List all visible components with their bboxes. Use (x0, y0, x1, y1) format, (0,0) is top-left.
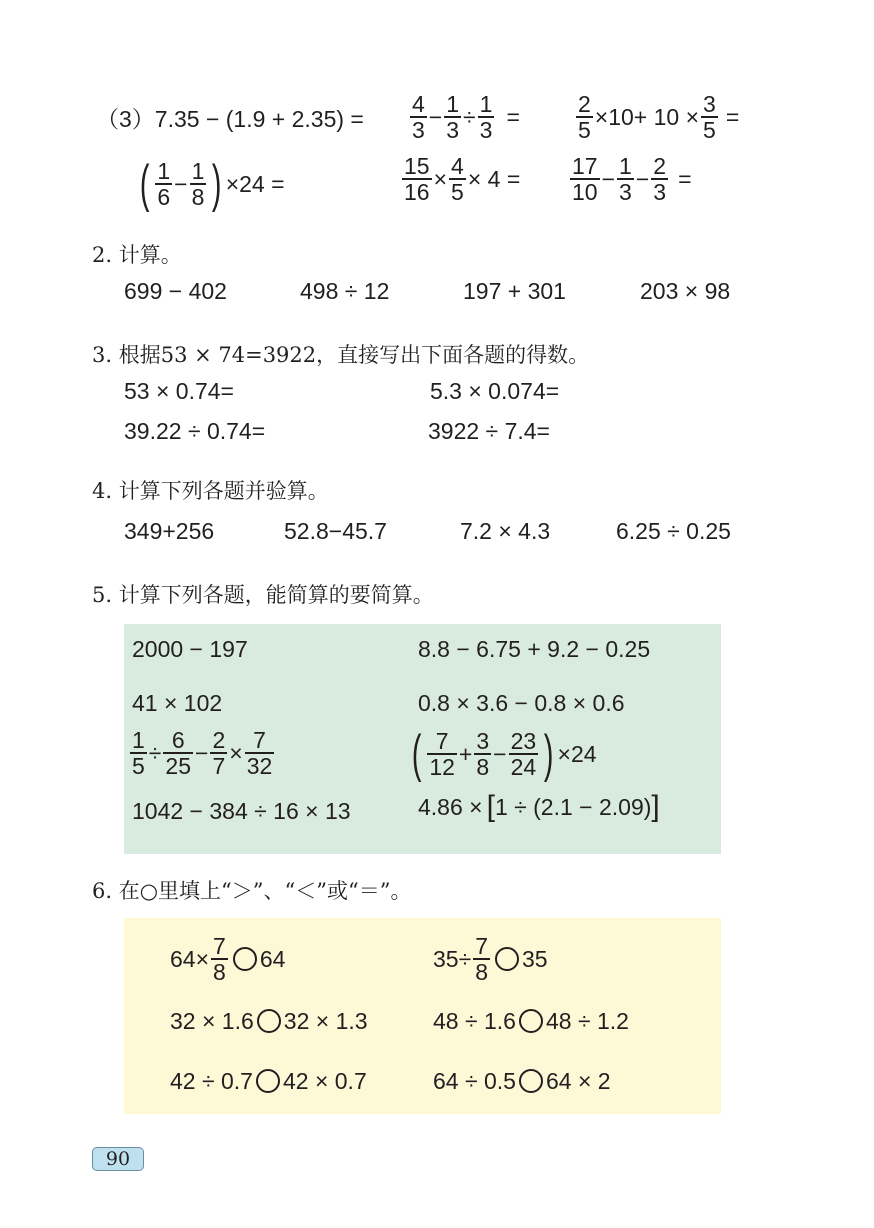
q6-r1b: 35÷ $\frac{7}{8}$ 35 (433, 933, 548, 985)
q3-item-2: 5.3 × 0.074= (430, 378, 560, 404)
q2-item-2: 498 ÷ 12 (300, 278, 390, 304)
q6-r2b: 48 ÷ 1.6 48 ÷ 1.2 (433, 1008, 629, 1034)
q6-r1a: 64× $\frac{7}{8}$ 64 (170, 933, 286, 985)
p3-expr-f: $\frac{17}{10}$ − $\frac{1}{3}$ − $\frac{2}{3}$ = (572, 153, 692, 205)
q6-r3b: 64 ÷ 0.5 64 × 2 (433, 1068, 611, 1094)
q5-r1b: 8.8 − 6.75 + 9.2 − 0.25 (418, 636, 651, 662)
q2-item-1: 699 − 402 (124, 278, 227, 304)
q6-r3a: 42 ÷ 0.7 42 × 0.7 (170, 1068, 367, 1094)
q2-title: 2. 计算。 (92, 243, 182, 267)
page-number: 90 (92, 1147, 144, 1171)
blank-circle[interactable] (519, 1069, 543, 1093)
blank-circle[interactable] (256, 1069, 280, 1093)
q5-r4b: 4.86 × [ 1 ÷ (2.1 − 2.09) ] (418, 790, 660, 823)
q5-r3a: $\frac{1}{5}$ ÷ $\frac{6}{25}$ − $\frac{2}{7}$ × $\frac{7}{32}$ (132, 727, 273, 779)
q2-item-4: 203 × 98 (640, 278, 731, 304)
blank-circle[interactable] (519, 1009, 543, 1033)
q6-title: 6. 在○里填上“＞”、“＜”或“＝”。 (92, 879, 412, 903)
q4-item-4: 6.25 ÷ 0.25 (616, 518, 731, 544)
q5-r4a: 1042 − 384 ÷ 16 × 13 (132, 798, 351, 824)
p3-expr-a: （3）7.35 − (1.9 + 2.35) = (96, 106, 364, 132)
q5-r3b: ( $\frac{7}{12}$ + $\frac{3}{8}$ − $\frac{23}{24}$ ) ×24 (411, 725, 597, 783)
q5-title: 5. 计算下列各题，能简算的要简算。 (92, 583, 434, 607)
q5-r2b: 0.8 × 3.6 − 0.8 × 0.6 (418, 690, 625, 716)
p3-expr-d: ( $\frac{1}{6}$ − $\frac{1}{8}$ ) ×24 = (139, 155, 285, 213)
blank-circle[interactable] (233, 947, 257, 971)
blank-circle[interactable] (495, 947, 519, 971)
q4-item-2: 52.8−45.7 (284, 518, 387, 544)
q3-title: 3. 根据53 × 74=3922，直接写出下面各题的得数。 (92, 343, 590, 367)
q3-item-3: 39.22 ÷ 0.74= (124, 418, 266, 444)
p3-expr-e: $\frac{15}{16}$ × $\frac{4}{5}$ × 4 = (404, 153, 521, 205)
q6-r2a: 32 × 1.6 32 × 1.3 (170, 1008, 368, 1034)
q3-item-1: 53 × 0.74= (124, 378, 234, 404)
q4-title: 4. 计算下列各题并验算。 (92, 479, 329, 503)
q5-r1a: 2000 − 197 (132, 636, 248, 662)
p3-expr-b: $\frac{4}{3}$ − $\frac{1}{3}$ ÷ $\frac{1}{3}$ = (412, 91, 520, 143)
blank-circle[interactable] (257, 1009, 281, 1033)
q4-item-3: 7.2 × 4.3 (460, 518, 551, 544)
q4-item-1: 349+256 (124, 518, 215, 544)
q5-r2a: 41 × 102 (132, 690, 223, 716)
p3-expr-c: $\frac{2}{5}$ ×10+ 10 × $\frac{3}{5}$ = (578, 91, 740, 143)
q2-item-3: 197 + 301 (463, 278, 566, 304)
q3-item-4: 3922 ÷ 7.4= (428, 418, 550, 444)
